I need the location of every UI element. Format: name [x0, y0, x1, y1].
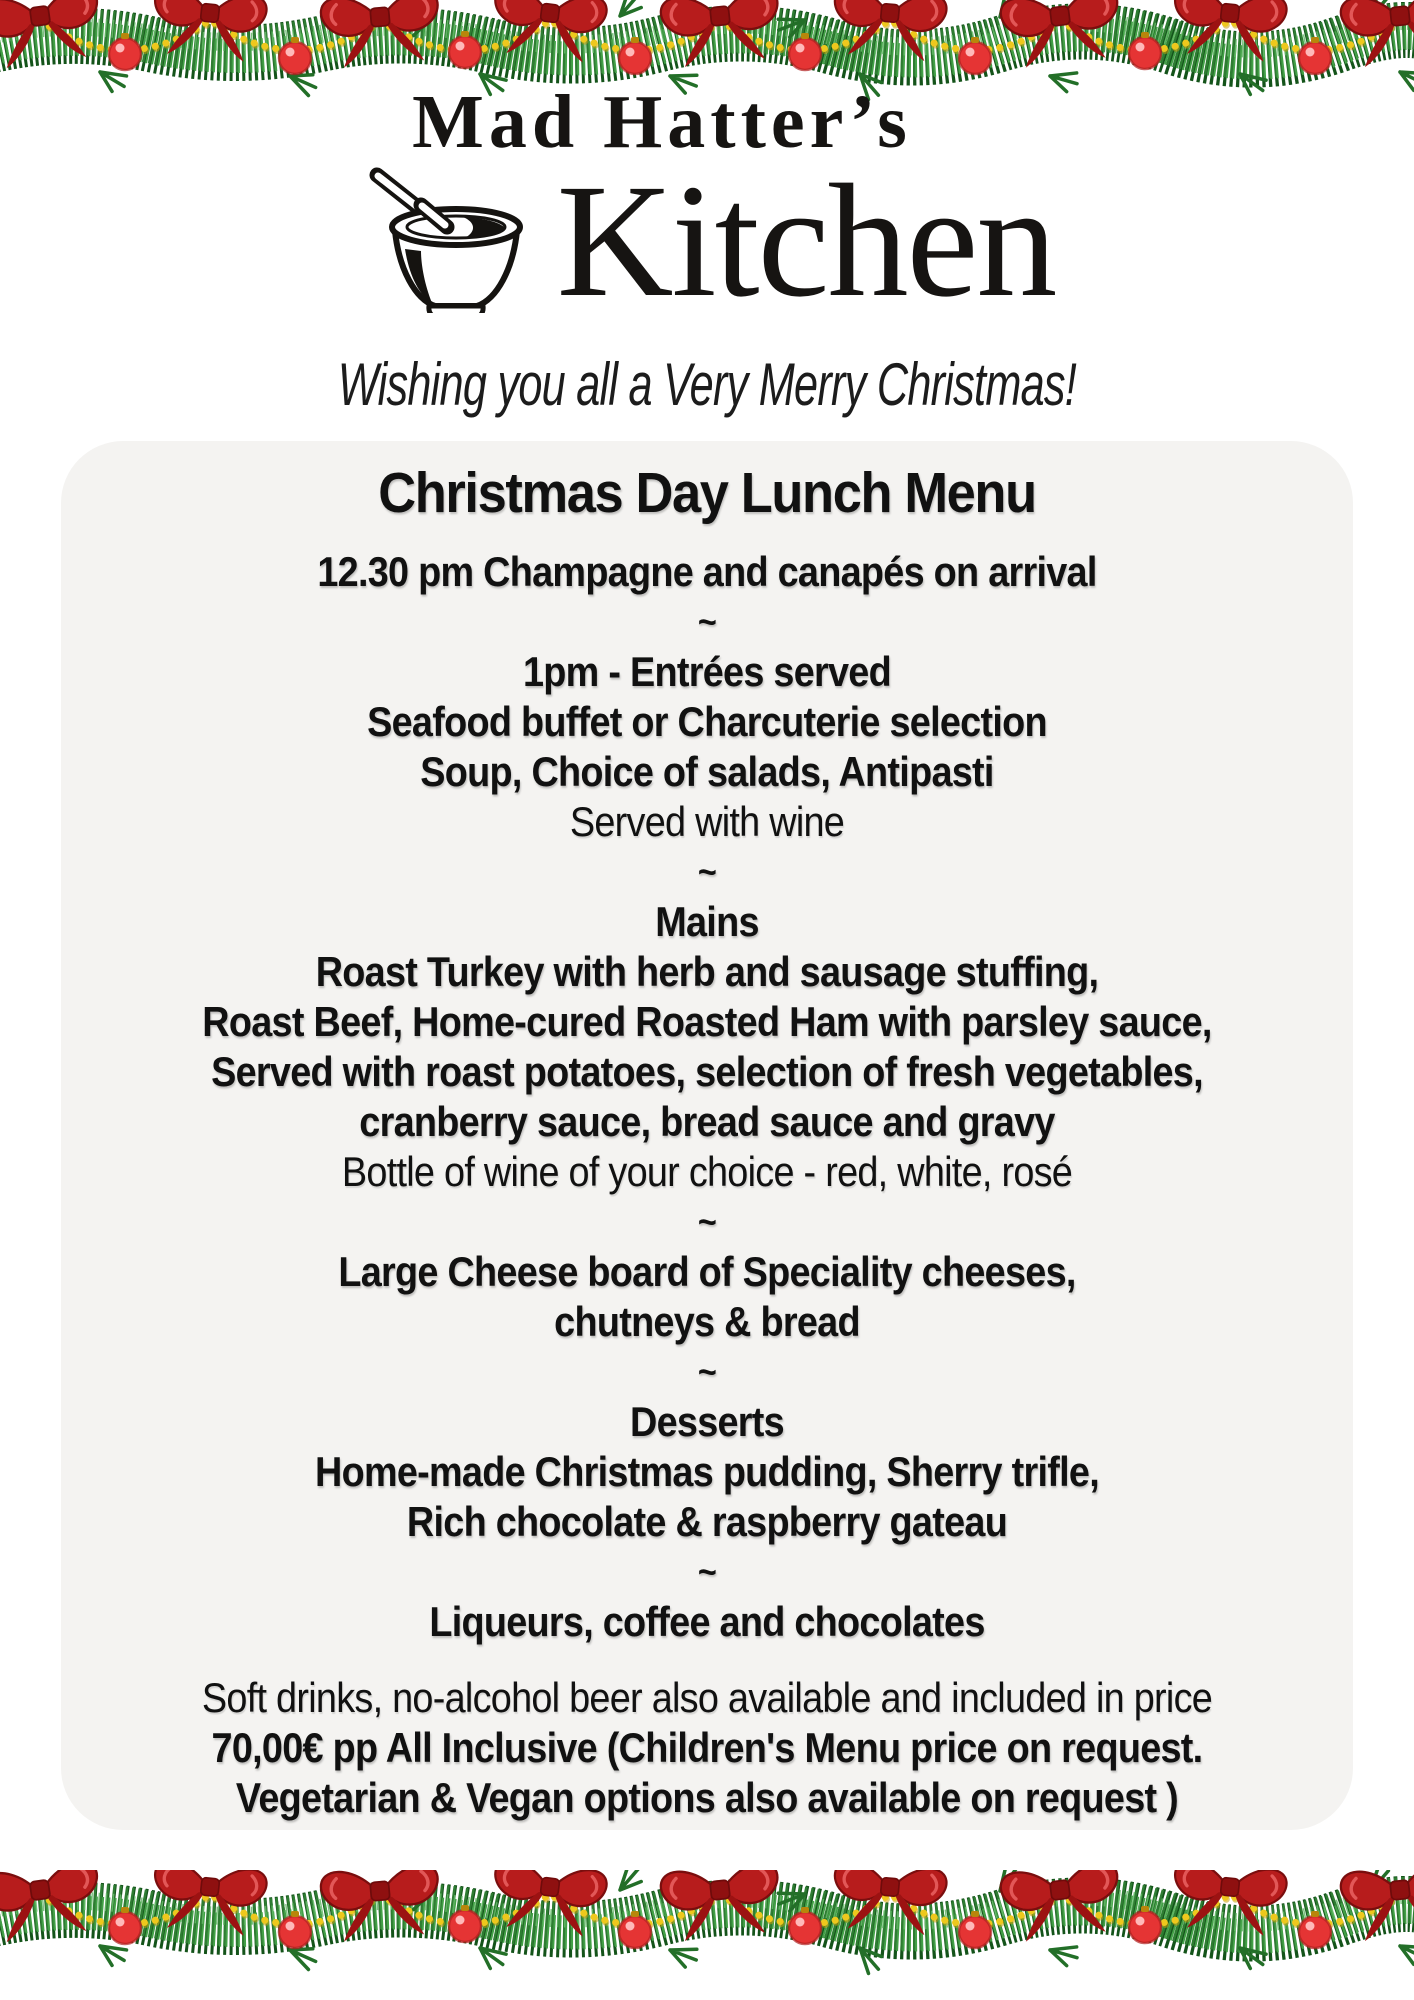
menu-line: Soft drinks, no-alcohol beer also available and included in price	[201, 1674, 1213, 1721]
mixing-bowl-icon	[359, 165, 555, 313]
menu-title: Christmas Day Lunch Menu	[378, 461, 1036, 525]
menu-line: Vegetarian & Vegan options also available on request )	[235, 1774, 1179, 1821]
separator-tilde: ~	[697, 1551, 717, 1592]
menu-line: Desserts	[630, 1398, 784, 1445]
menu-line: Home-made Christmas pudding, Sherry trifle,	[314, 1448, 1099, 1495]
menu-line: Large Cheese board of Speciality cheeses,	[338, 1248, 1076, 1295]
menu-line: Liqueurs, coffee and chocolates	[429, 1598, 985, 1645]
brand-name-line2: Kitchen	[556, 152, 1056, 331]
menu-line: Mains	[655, 898, 759, 945]
menu-line: 70,00€ pp All Inclusive (Children's Menu price on request.	[211, 1724, 1203, 1771]
menu-line: Seafood buffet or Charcuterie selection	[367, 698, 1047, 745]
menu-line: 12.30 pm Champagne and canapés on arrival	[317, 548, 1097, 595]
menu-line: Soup, Choice of salads, Antipasti	[420, 748, 994, 795]
menu-card	[61, 441, 1353, 1830]
separator-tilde: ~	[697, 1201, 717, 1242]
tagline: Wishing you all a Very Merry Christmas!	[337, 351, 1077, 418]
menu-footer	[61, 1673, 1353, 1823]
menu-line: Roast Turkey with herb and sausage stuffing,	[315, 948, 1099, 995]
separator-tilde: ~	[697, 1351, 717, 1392]
menu-line: Bottle of wine of your choice - red, white, rosé	[341, 1148, 1073, 1195]
menu-line: cranberry sauce, bread sauce and gravy	[359, 1098, 1055, 1145]
menu-body	[61, 547, 1353, 1647]
menu-line: Served with wine	[569, 798, 845, 845]
brand-logo	[0, 152, 1414, 331]
menu-line: Roast Beef, Home-cured Roasted Ham with parsley sauce,	[202, 998, 1212, 1045]
menu-line: chutneys & bread	[554, 1298, 860, 1345]
christmas-garland-bottom-icon	[0, 1870, 1414, 1980]
separator-tilde: ~	[697, 851, 717, 892]
menu-line: 1pm - Entrées served	[523, 648, 891, 695]
menu-line: Rich chocolate & raspberry gateau	[406, 1498, 1008, 1545]
menu-line: Served with roast potatoes, selection of fresh vegetables,	[211, 1048, 1203, 1095]
brand-name-line1: Mad Hatter’s	[412, 80, 912, 164]
separator-tilde: ~	[697, 601, 717, 642]
